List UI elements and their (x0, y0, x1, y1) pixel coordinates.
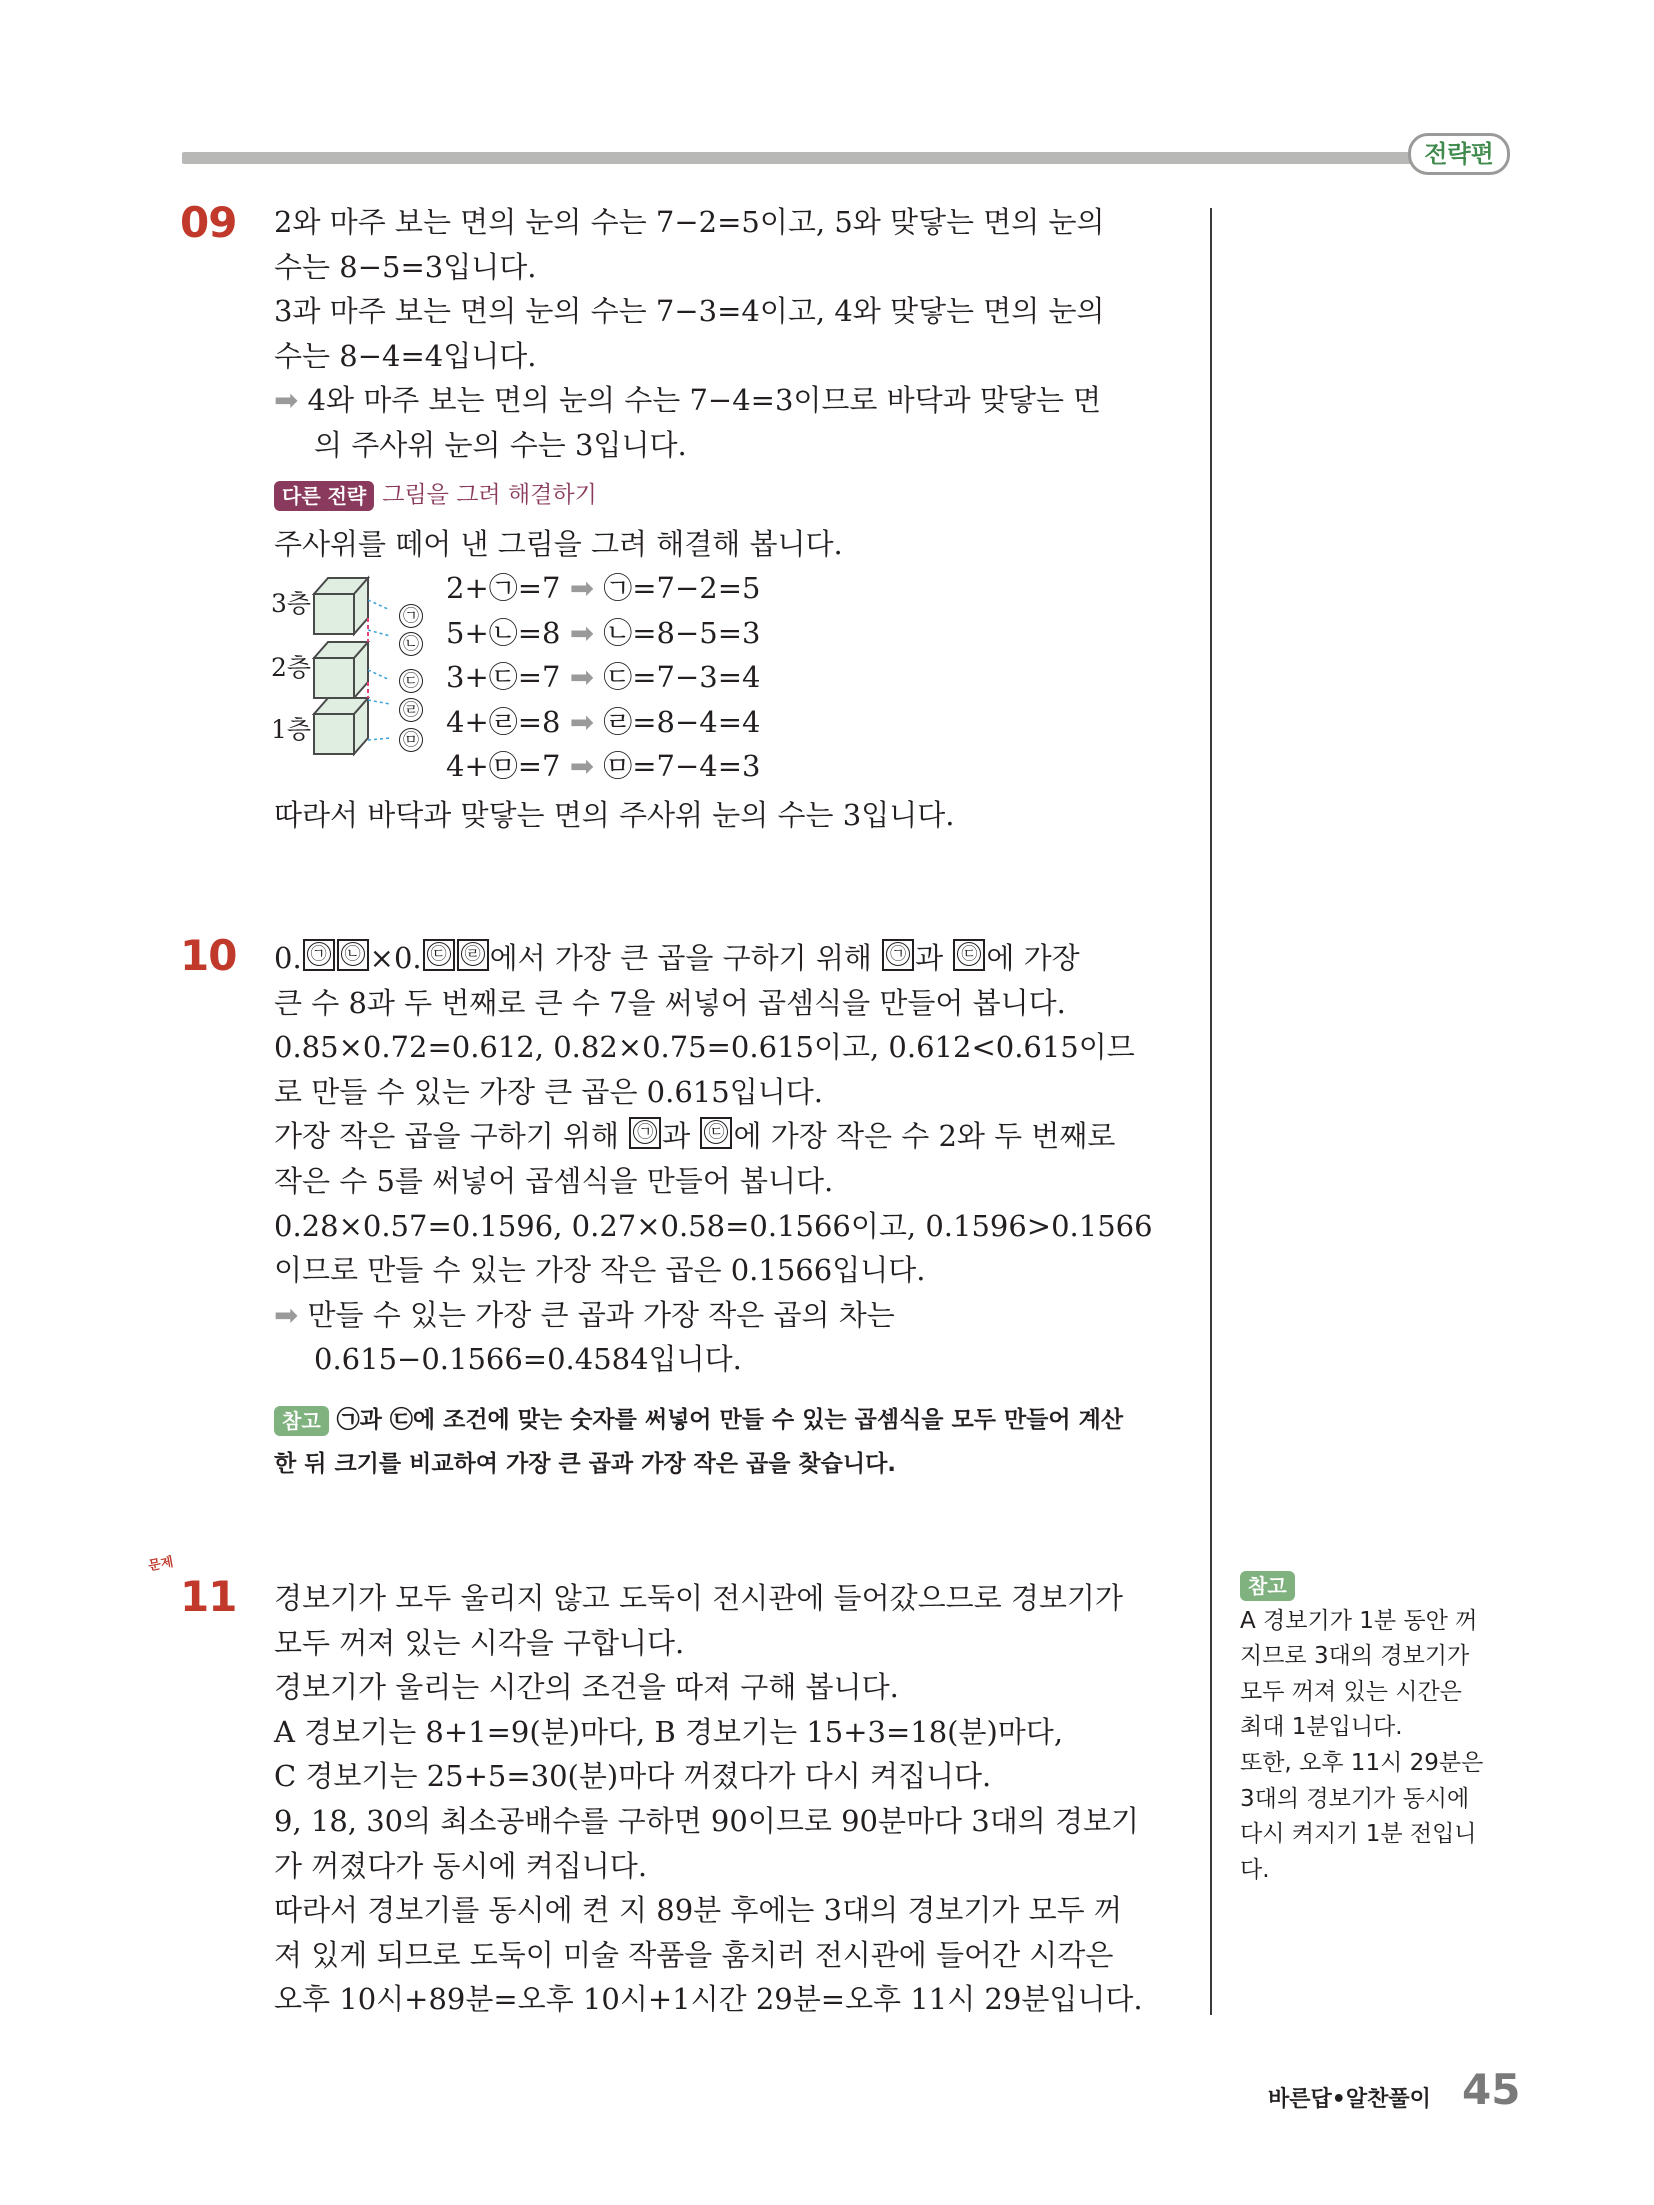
dice-stack-diagram (310, 570, 440, 760)
side-note-line: 지므로 3대의 경보기가 (1240, 1643, 1470, 1670)
side-note-line: 다시 켜지기 1분 전입니 (1240, 1821, 1477, 1848)
equation-rhs: ㉠=7−2=5 (603, 571, 761, 605)
q10-line: 작은 수 5를 써넣어 곱셈식을 만들어 봅니다. (274, 1163, 834, 1198)
q10-line: 큰 수 8과 두 번째로 큰 수 7을 써넣어 곱셈식을 만들어 봅니다. (274, 985, 1066, 1020)
q09-line: 수는 8−4=4입니다. (274, 338, 537, 373)
q10-note: 참고 ㉠과 ㉢에 조건에 맞는 숫자를 써넣어 만들 수 있는 곱셈식을 모두 만들어 계산 한 뒤 크기를 비교하여 가장 큰 곱과 가장 작은 곱을 찾습니다. (274, 1407, 1124, 1477)
question-tag: 문제 (147, 1554, 175, 1575)
q11-body (274, 1576, 1143, 2022)
q09-body (274, 200, 1105, 566)
blank-box-3: ㉢ (423, 939, 455, 971)
floor-label-1: 1층 (271, 715, 312, 744)
q10-line: 0.28×0.57=0.1596, 0.27×0.58=0.1566이고, 0.1596>0.1566 (274, 1208, 1153, 1243)
equation-lhs: 3+㉢=7 (446, 660, 561, 695)
q09-arrow-line: 4와 마주 보는 면의 눈의 수는 7−4=3이므로 바닥과 맞닿는 면 (307, 383, 1102, 418)
equation-lhs: 4+㉣=8 (446, 704, 561, 739)
q09-equations (446, 566, 761, 789)
q11-line: 9, 18, 30의 최소공배수를 구하면 90이므로 90분마다 3대의 경보기 (274, 1803, 1139, 1838)
arrow-icon: ➡ (274, 383, 299, 418)
blank-box-c: ㉢ (700, 1117, 732, 1149)
q11-line: 오후 10시+89분=오후 10시+1시간 29분=오후 11시 29분입니다. (274, 1982, 1143, 2017)
q11-line: 가 꺼졌다가 동시에 켜집니다. (274, 1848, 648, 1883)
marker-3: ㉢ (399, 669, 423, 693)
side-note-line: 3대의 경보기가 동시에 (1240, 1785, 1470, 1812)
note-badge: 참고 (274, 1406, 329, 1436)
side-note-line: 최대 1분입니다. (1240, 1714, 1403, 1741)
side-note-line: 다. (1240, 1856, 1270, 1883)
q11-line: A 경보기는 8+1=9(분)마다, B 경보기는 15+3=18(분)마다, (274, 1714, 1064, 1749)
q09-line: 수는 8−5=3입니다. (274, 249, 537, 284)
strategy-intro: 주사위를 떼어 낸 그림을 그려 해결해 봅니다. (274, 526, 843, 561)
marker-2: ㉡ (399, 632, 423, 656)
strategy-label: 그림을 그려 해결하기 (382, 482, 597, 509)
floor-label-3: 3층 (271, 589, 312, 618)
side-note-line: 모두 꺼져 있는 시간은 (1240, 1678, 1462, 1705)
blank-box-a: ㉠ (882, 939, 914, 971)
q10-line: 로 만들 수 있는 가장 큰 곱은 0.615입니다. (274, 1074, 823, 1109)
q11-line: 경보기가 모두 울리지 않고 도둑이 전시관에 들어갔으므로 경보기가 (274, 1581, 1123, 1615)
q10-body: 0. ㉠ ㉡ ×0. ㉢ ㉣ 에서 가장 큰 곱을 구하기 위해 ㉠ 과 ㉢ 에 가장 큰 수 8과 두 번째로 큰 수 7을 써넣어 곱셈식을 만들어 봅니다. 0.85×0.72=0.612, 0.82×0.75=0.615이고, 0.612<0.615이므 로 만들 수 있는 가장 큰 곱은 0.615입니다. 가장 작은 곱을 구하기 위해 ㉠ 과 ㉢ 에 가장 작은 수 2와 두 번째로 작은 수 5를 써넣어 곱셈식을 만들어 봅니다. 0.28×0.57=0.1596, 0.27×0.58=0.1566이고, 0.1596>0.1566 이므로 만들 수 있는 가장 작은 곱은 0.1566입니다. ➡ 만들 수 있는 가장 큰 곱과 가장 작은 곱의 차는 0.615−0.1566=0.4584입니다. (274, 936, 1153, 1382)
equation-rhs: ㉤=7−4=3 (603, 749, 761, 784)
q10-arrow-line: 0.615−0.1566=0.4584입니다. (314, 1342, 742, 1377)
q10-line: 이므로 만들 수 있는 가장 작은 곱은 0.1566입니다. (274, 1253, 926, 1288)
marker-5: ㉤ (399, 728, 423, 752)
side-note-line: A 경보기가 1분 동안 꺼 (1240, 1607, 1478, 1634)
blank-box-2: ㉡ (337, 939, 369, 971)
strategy-badge: 다른 전략 (274, 481, 374, 511)
equation-lhs: 4+㉤=7 (446, 749, 561, 784)
arrow-icon: ➡ (569, 571, 595, 605)
q10-line: 0.85×0.72=0.612, 0.82×0.75=0.615이고, 0.612<0.615이므 (274, 1030, 1135, 1065)
question-number-09: 09 (180, 198, 237, 247)
q10-arrow-line: 만들 수 있는 가장 큰 곱과 가장 작은 곱의 차는 (307, 1297, 895, 1332)
marker-1: ㉠ (399, 604, 423, 628)
blank-box-4: ㉣ (457, 939, 489, 971)
question-number-10: 10 (180, 931, 237, 980)
blank-box-c: ㉢ (953, 939, 985, 971)
equation-rhs: ㉣=8−4=4 (603, 704, 761, 739)
marker-4: ㉣ (399, 698, 423, 722)
arrow-icon: ➡ (569, 660, 595, 695)
side-note-line: 또한, 오후 11시 29분은 (1240, 1749, 1484, 1776)
arrow-icon: ➡ (274, 1297, 299, 1332)
equation-rhs: ㉢=7−3=4 (603, 660, 761, 695)
equation-rhs: ㉡=8−5=3 (603, 615, 761, 650)
q09-conclusion: 따라서 바닥과 맞닿는 면의 주사위 눈의 수는 3입니다. (274, 798, 955, 832)
page-number: 45 (1462, 2065, 1521, 2114)
equation-lhs: 5+㉡=8 (446, 615, 561, 650)
q11-line: C 경보기는 25+5=30(분)마다 꺼졌다가 다시 켜집니다. (274, 1759, 992, 1794)
arrow-icon: ➡ (569, 704, 595, 739)
arrow-icon: ➡ (569, 749, 595, 784)
question-number-11: 11 (180, 1572, 237, 1621)
q11-line: 모두 꺼져 있는 시각을 구합니다. (274, 1625, 685, 1660)
q09-line: 3과 마주 보는 면의 눈의 수는 7−3=4이고, 4와 맞닿는 면의 눈의 (274, 294, 1105, 329)
arrow-icon: ➡ (569, 615, 595, 650)
side-note (1240, 1568, 1540, 1888)
section-tab: 전략편 (1408, 133, 1510, 175)
blank-box-a: ㉠ (629, 1117, 661, 1149)
footer-label: 바른답•알찬풀이 (1268, 2087, 1431, 2112)
equation-lhs: 2+㉠=7 (446, 571, 561, 605)
column-divider (1210, 208, 1212, 2015)
top-bar (182, 152, 1422, 164)
floor-label-2: 2층 (271, 653, 312, 682)
q11-line: 따라서 경보기를 동시에 켠 지 89분 후에는 3대의 경보기가 모두 꺼 (274, 1893, 1122, 1928)
blank-box-1: ㉠ (303, 939, 335, 971)
q09-line: 2와 마주 보는 면의 눈의 수는 7−2=5이고, 5와 맞닿는 면의 눈의 (274, 205, 1105, 239)
q11-line: 져 있게 되므로 도둑이 미술 작품을 훔치러 전시관에 들어간 시각은 (274, 1937, 1114, 1972)
q09-arrow-line: 의 주사위 눈의 수는 3입니다. (314, 427, 687, 462)
q11-line: 경보기가 울리는 시간의 조건을 따져 구해 봅니다. (274, 1670, 899, 1705)
side-note-badge: 참고 (1240, 1571, 1295, 1601)
